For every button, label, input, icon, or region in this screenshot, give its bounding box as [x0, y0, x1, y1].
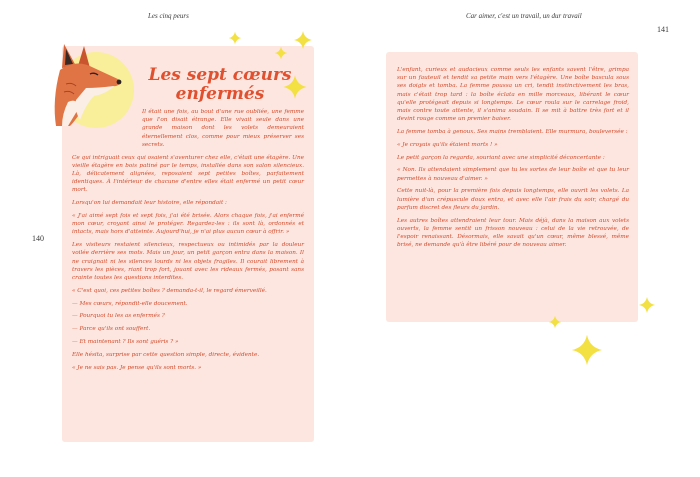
left-paragraph: Les visiteurs restaient silencieux, respectueux ou intimidés par la douleur voilée derrière ses mots. Mais un jour, un petit garçon entra dans la maison. Il ne craignait ni les silences lourds ni les objets fragiles. Il courait librement à travers les pièces, riant trop fort, jouant avec les rideaux fermés, posant sans crainte toutes les questions interdites. [72, 242, 304, 282]
left-story-text [72, 108, 304, 376]
left-paragraph: Il était une fois, au bout d'une rue oubliée, une femme que l'on disait étrange. Elle vivait seule dans une grande maison dont les volets demeuraient éternellement clos, comme pour mieux préserver ses secrets. [142, 109, 304, 148]
right-running-header: Car aimer, c'est un travail, un dur travail [466, 12, 582, 20]
right-paragraph: L'enfant, curieux et audacieux comme seuls les enfants savent l'être, grimpa sur un fauteuil et tendit sa petite main vers l'étagère. Une boîte bascula sous ses doigts et tomba. La femme poussa un cri, tendit instinctivement les bras, mais c'était trop tard : la boîte éclata en mille morceaux, libérant le cœur qu'elle protégeait depuis si longtemps. Le cœur roula sur le carrelage froid, mais contre toute attente, il s'anima soudain. Il se mit à battre très fort et il devint rouge comme un premier baiser. [397, 67, 629, 123]
left-paragraph: — Et maintenant ? Ils sont guéris ? » [72, 339, 179, 346]
left-paragraph: — Pourquoi tu les as enfermés ? [72, 313, 165, 320]
right-paragraph: « Je croyais qu'ils étaient morts ! » [397, 141, 498, 148]
star-icon [570, 333, 604, 367]
right-page-number: 141 [657, 25, 669, 34]
left-page-number: 140 [32, 234, 44, 243]
story-title [140, 66, 300, 104]
story-title-line1: Les sept cœurs [148, 65, 292, 85]
right-paragraph: La femme tomba à genoux. Ses mains tremblaient. Elle murmura, bouleversée : [397, 129, 628, 136]
star-icon [228, 31, 242, 45]
left-paragraph: « Je ne sais pas. Je pense qu'ils sont morts. » [72, 364, 202, 371]
right-paragraph: « Non. Ils attendaient simplement que tu les sortes de leur boîte et que tu leur permettes à nouveau d'aimer. » [397, 167, 629, 182]
star-icon [638, 296, 656, 314]
left-paragraph: — Mes cœurs, répondit-elle doucement. [72, 300, 188, 307]
left-paragraph: « C'est quoi, ces petites boîtes ? demanda-t-il, le regard émerveillé. [72, 287, 267, 294]
left-paragraph: « J'ai aimé sept fois et sept fois, j'ai été brisée. Alors chaque fois, j'ai enfermé mon cœur, croyant ainsi le protéger. Regardez-les : ils sont là, ordonnés et intacts, mais hors d'atteinte. Aujourd'hui, je n'ai plus aucun cœur à offrir. » [72, 213, 304, 236]
star-icon [274, 46, 288, 60]
right-paragraph: Les autres boîtes attendraient leur tour. Mais déjà, dans la maison aux volets ouverts, la femme sentit un frisson nouveau : celui de la vie retrouvée, de l'espoir renaissant. Désormais, elle savait qu'un cœur, même blessé, même brisé, ne demande qu'à être libéré pour de nouveau aimer. [397, 217, 629, 249]
left-paragraph: — Parce qu'ils ont souffert. [72, 326, 151, 333]
right-paragraph: Le petit garçon la regarda, souriant avec une simplicité déconcertante : [397, 154, 605, 161]
star-icon [548, 315, 562, 329]
right-paragraph: Cette nuit-là, pour la première fois depuis longtemps, elle ouvrit les volets. La lumière d'un crépuscule doux entra, et avec elle l'air frais du soir, chargé du parfum discret des fleurs du jardin. [397, 188, 629, 211]
left-running-header: Les cinq peurs [148, 12, 189, 20]
left-paragraph: Elle hésita, surprise par cette question simple, directe, évidente. [72, 351, 260, 358]
left-paragraph: Lorsqu'on lui demandait leur histoire, elle répondait : [72, 200, 227, 207]
story-title-line2: enfermés [175, 84, 265, 104]
star-icon [293, 30, 313, 50]
left-paragraph: Ce qui intriguait ceux qui osaient s'aventurer chez elle, c'était une étagère. Une vieille étagère en bois patiné par le temps, installée dans son salon silencieux. Là, délicatement alignées, reposaient sept petites boîtes, parfaitement identiques. À l'intérieur de chacune d'entre elles était enfermé un petit cœur mort. [72, 154, 304, 194]
right-story-text [397, 66, 629, 254]
